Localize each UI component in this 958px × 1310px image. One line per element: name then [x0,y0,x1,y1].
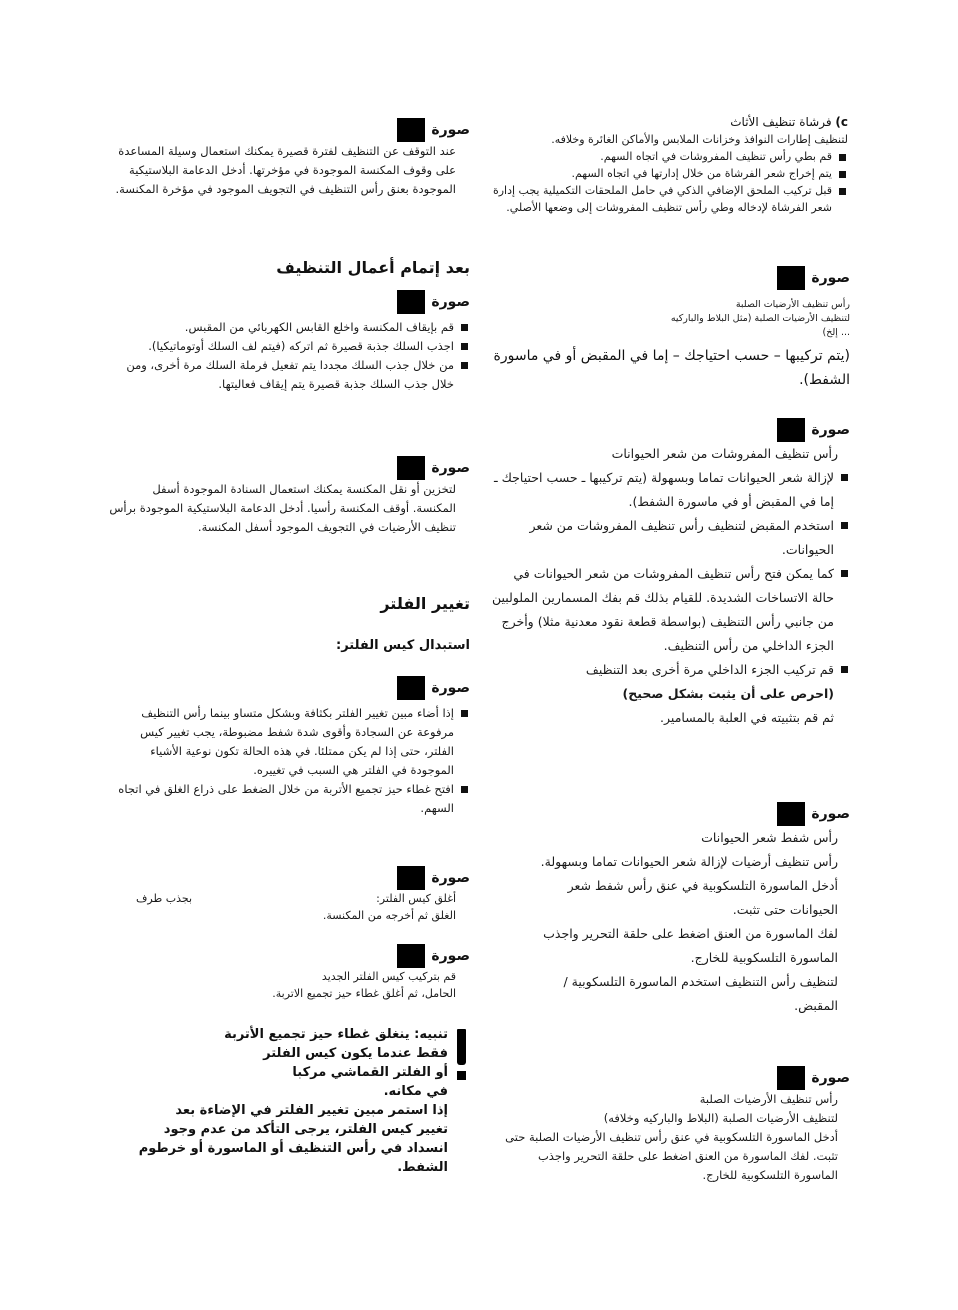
figure-line: رأس تنظيف أرضيات لإزالة شعر الحيوانات تماما وبسهولة. [540,854,838,869]
figure-line: لتنظيف رأس التنظيف استخدم الماسورة التلسكوبية / المقبض. [563,974,838,1013]
figure-label: صورة [431,680,470,696]
figure-close-filter-bag [108,866,470,924]
figure-body [108,968,470,1002]
figure-label: صورة [811,270,850,286]
figure-image-placeholder [777,418,805,442]
figure-pet-hair-upholstery-nozzle [488,418,850,730]
figure-line: أغلق كيس الفلتر: [376,892,456,905]
figure-line: لتنظيف الأرضيات الصلبة (مثل البلاط والباركيه [670,313,850,324]
figure-line: لفك الماسورة من العنق اضغط على حلقة التحرير واجذب الماسورة التلسكوبية للخارج. [543,926,838,965]
figure-line: الغلق ثم أخرجه من المكنسة. [322,909,456,922]
figure-image-placeholder [397,676,425,700]
warning-line: إذا استمر مبين تغيير الفلتر في الإضاءة بعد [175,1103,448,1118]
figure-hard-floor-head [488,1066,850,1185]
list-item: قم بإيقاف المكنسة واخلع القابس الكهربائي من المقبس. [108,318,470,337]
figure-image-placeholder [397,118,425,142]
list-item: افتح غطاء حيز تجميع الأتربة من خلال الضغط على ذراع الغلق في اتجاه السهم. [108,780,470,818]
figure-image-placeholder [777,1066,805,1090]
figure-line-tail: بجذب طرف [136,892,193,905]
figure-heading [488,418,850,442]
figure-line: رأس تنظيف الأرضيات الصلبة [699,1092,838,1106]
figure-body: لتخزين أو نقل المكنسة يمكنك استعمال السنادة الموجودة أسفل المكنسة. أوقف المكنسة رأسيا. أدخل الدعامة البلاستيكية الموجودة برأس تنظيف الأرضيات في التجويف الموجود أسفل المكنسة. [109,482,456,534]
bullet-list [488,148,848,216]
figure-heading [108,676,470,700]
list-item: يتم إخراج شعر الفرشاة من خلال إدارتها في اتجاه السهم. [488,165,848,182]
figure-parking-aid [108,118,470,199]
warning-line: تغيير كيس الفلتر، يرجى التأكد من عدم وجود [163,1122,448,1137]
figure-pet-hair-suction-head [488,802,850,1018]
figure-line: الحامل، ثم أغلق غطاء حيز تجميع الاتربة. [272,987,456,1000]
figure-line: أدخل الماسورة التلسكوبية في عنق رأس تنظيف الأرضيات الصلبة حتى تثبت. لفك الماسورة من العنق اضغط على حلقة التحرير واجذب الماسورة التلسكوبية للخارج. [505,1130,838,1182]
figure-line: قم بتركيب كيس الفلتر الجديد [321,970,456,983]
figure-body: عند التوقف عن التنظيف لفترة قصيرة يمكنك استعمال وسيلة المساعدة على وقوف المكنسة الموجودة في مؤخرتها. أدخل الدعامة البلاستيكية الموجودة بعنق رأس التنظيف في التجويف الموجود في مؤخرة المكنسة. [115,144,456,196]
warning-line: انسداد في رأس التنظيف أو الماسورة أو خرطوم [138,1141,448,1156]
figure-line: رأس تنظيف الأرضيات الصلبة [735,299,850,310]
warning-line: أو الفلتر القماشي مركبا [292,1065,448,1080]
figure-insert-new-filter-bag [108,944,470,1002]
figure-line: أدخل الماسورة التلسكوبية في عنق رأس شفط شعر الحيوانات حتى تثبت. [567,878,838,917]
figure-image-placeholder [777,802,805,826]
figure-hard-floor-nozzle [488,266,850,392]
figure-label: صورة [431,870,470,886]
figure-heading [488,266,850,290]
bullet-list [108,704,470,818]
figure-line: رأس شفط شعر الحيوانات [701,830,838,845]
figure-heading [108,290,470,314]
figure-body [108,890,470,924]
figure-heading [108,866,470,890]
figure-line: لتنظيف الأرضيات الصلبة (البلاط والباركيه وخلافه) [603,1111,838,1125]
warning-line: في مكانه. [383,1084,448,1099]
figure-filter-indicator [108,676,470,818]
list-item: كما يمكن فتح رأس تنظيف المفروشات من شعر الحيوانات في حالة الاتساخات الشديدة. للقيام بذلك قم بفك المسمارين الملولبين من جانبي رأس التنظيف (بواسطة قطعة نقود معدنية مثلا) وأخرج الجزء الداخلي من رأس التنظيف. [488,562,850,658]
list-item: قم تركيب الجزء الداخلي مرة أخرى بعد التنظيف (احرص على أن يثبت بشكل صحيح) ثم قم بتثبيته في العلبة بالمسامير. [488,658,850,730]
exclamation-icon [454,1029,470,1083]
figure-heading [488,802,850,826]
figure-heading [108,118,470,142]
list-item: لإزالة شعر الحيوانات تماما وبسهولة (يتم تركيبها ـ حسب احتياجك ـ إما في المقبض أو في ماسورة الشفط). [488,466,850,514]
figure-image-placeholder [397,866,425,890]
figure-label: صورة [431,460,470,476]
figure-storage [108,456,470,537]
list-item: إذا أضاء مبين تغيير الفلتر بكثافة وبشكل متساو بينما رأس التنظيف مرفوعة عن السجادة وأقوى شدة شفط مضبوطة، يجب تغيير كيس الفلتر، حتى إذا لم يكن ممتلئا. في هذه الحالة تكون نوعية الأشياء الموجودة في الفلتر هي السبب في تغييره. [108,704,470,780]
figure-heading [108,944,470,968]
figure-label: صورة [811,422,850,438]
section-heading-filter: تغيير الفلتر [380,594,470,613]
figure-label: صورة [431,948,470,964]
warning-line: فقط عندما يكون كيس الفلتر [263,1046,448,1061]
bullet-list [108,318,470,394]
list-item: من خلال جذب السلك مجددا يتم تفعيل فرملة السلك مرة أخرى، ومن خلال جذب السلك جذبة قصيرة يتم إيقاف فعاليتها. [108,356,470,394]
warning-line: الشفط. [397,1160,448,1175]
section-title: c) فرشاة تنظيف الأثاث [730,115,848,129]
section-intro: لتنظيف إطارات النوافذ وخزانات الملابس والأماكن الغائرة وخلافه. [551,133,848,146]
figure-body [538,826,850,1018]
list-item: قم بطي رأس تنظيف المفروشات في اتجاه السهم. [488,148,848,165]
bullet-list [488,466,850,730]
figure-image-placeholder [397,290,425,314]
figure-label: صورة [431,294,470,310]
figure-note: (يتم تركيبها – حسب احتياجك – إما في المقبض أو في ماسورة الشفط). [493,348,850,388]
figure-after-cleaning [108,290,470,394]
figure-image-placeholder [777,266,805,290]
figure-body [503,1090,850,1185]
warning-text [126,1025,448,1177]
figure-image-placeholder [397,456,425,480]
list-item: اجذب السلك جذبة قصيرة ثم اتركه (فيتم لف السلك أوتوماتيكيا). [108,337,470,356]
figure-label: صورة [811,1070,850,1086]
list-item: استخدم المقبض لتنظيف رأس تنظيف المفروشات من شعر الحيوانات. [488,514,850,562]
section-upholstery-brush [488,114,848,216]
subheading-replace-filter-bag: استبدال كيس الفلتر: [336,638,470,653]
warning-notice [126,1025,476,1177]
list-item: قبل تركيب الملحق الإضافي الذكي في حامل الملحقات التكميلية يجب إدارة شعر الفرشاة لإدخاله وطي رأس تنظيف المفروشات إلى وضعها الأصلي. [488,182,848,216]
figure-title: رأس تنظيف المفروشات من شعر الحيوانات [611,446,838,461]
section-marker: c) [835,115,848,129]
figure-label: صورة [811,806,850,822]
section-heading-after-cleaning: بعد إتمام أعمال التنظيف [276,258,470,277]
figure-heading [108,456,470,480]
figure-label: صورة [431,122,470,138]
figure-image-placeholder [397,944,425,968]
figure-heading [488,1066,850,1090]
warning-line: تنبيه: ينغلق غطاء حيز تجميع الأتربة [224,1027,448,1042]
figure-line: ... إلخ) [822,327,850,338]
